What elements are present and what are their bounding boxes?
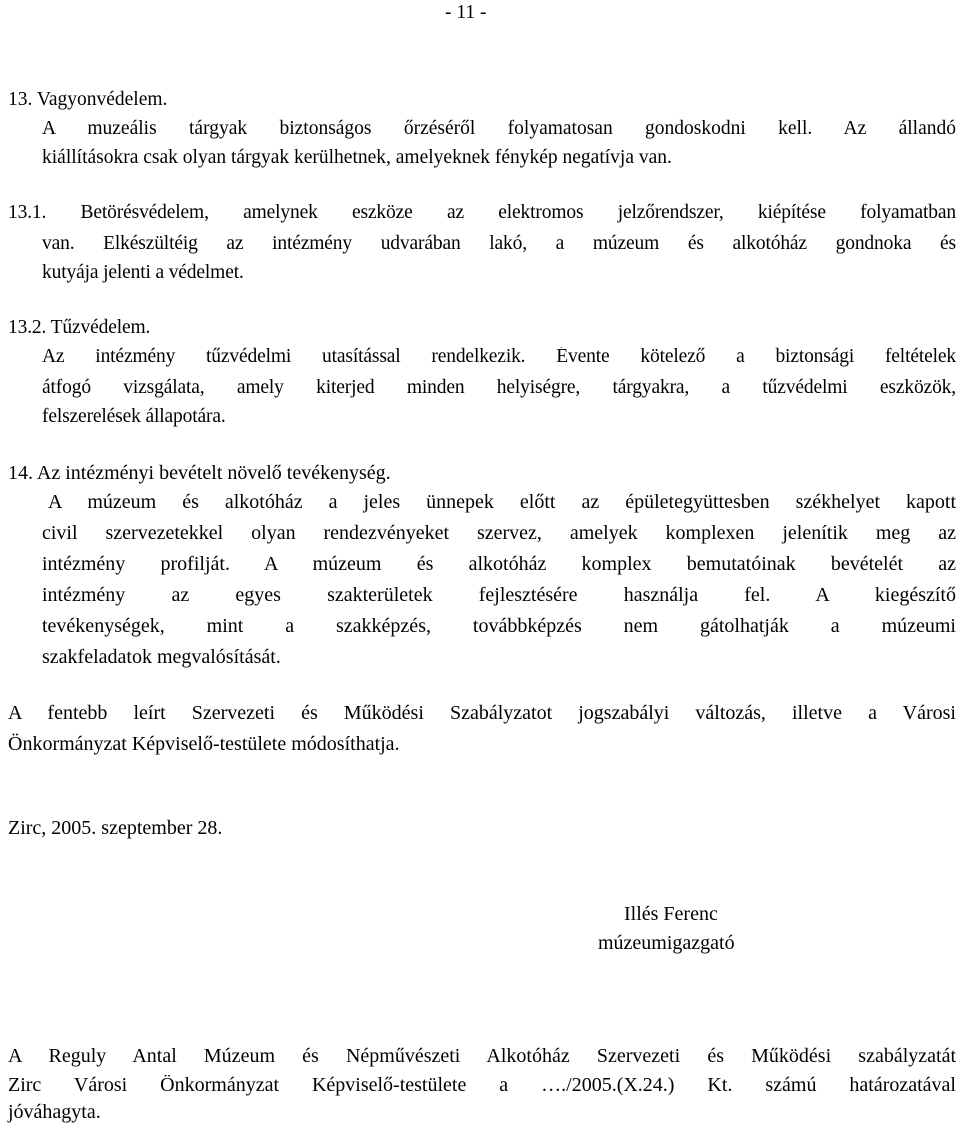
paragraph-line: Önkormányzat Képviselő-testülete módosíthatja.: [8, 733, 400, 755]
place-date: Zirc, 2005. szeptember 28.: [8, 817, 223, 839]
paragraph-line: 13.1. Betörésvédelem, amelynek eszköze az elektromos jelzőrendszer, kiépítése folyamatban: [8, 203, 956, 223]
paragraph-line: felszerelések állapotára.: [42, 406, 226, 427]
paragraph-line: civil szervezetekkel olyan rendezvényeket szervez, amelyek komplexen jelenítik meg az: [42, 523, 956, 544]
paragraph-line: A muzeális tárgyak biztonságos őrzéséről folyamatosan gondoskodni kell. Az állandó: [42, 119, 956, 139]
paragraph-line: átfogó vizsgálata, amely kiterjed minden helyiségre, tárgyakra, a tűzvédelmi eszközök,: [42, 378, 956, 398]
paragraph-line: A fentebb leírt Szervezeti és Működési Szabályzatot jogszabályi változás, illetve a Városi: [8, 703, 956, 724]
section-heading: 14. Az intézményi bevételt növelő tevékenység.: [8, 462, 391, 484]
signatory-title: múzeumigazgató: [598, 932, 735, 954]
paragraph-line: kutyája jelenti a védelmet.: [42, 262, 244, 283]
paragraph-line: intézmény az egyes szakterületek fejlesztésére használja fel. A kiegészítő: [42, 585, 956, 606]
page-number: - 11 -: [445, 2, 487, 23]
paragraph-line: van. Elkészültéig az intézmény udvarában lakó, a múzeum és alkotóház gondnoka és: [42, 234, 956, 254]
paragraph-line: tevékenységek, mint a szakképzés, továbbképzés nem gátolhatják a múzeumi: [42, 616, 956, 637]
paragraph-line: szakfeladatok megvalósítását.: [42, 646, 281, 668]
paragraph-line: A múzeum és alkotóház a jeles ünnepek előtt az épületegyüttesben székhelyet kapott: [48, 492, 956, 513]
paragraph-line: Az intézmény tűzvédelmi utasítással rendelkezik. Évente kötelező a biztonsági feltételek: [42, 347, 956, 367]
paragraph-line: intézmény profilját. A múzeum és alkotóház komplex bemutatóinak bevételét az: [42, 554, 956, 575]
paragraph-line: jóváhagyta.: [8, 1101, 101, 1123]
paragraph-line: Zirc Városi Önkormányzat Képviselő-testülete a …./2005.(X.24.) Kt. számú határozatával: [8, 1075, 956, 1096]
paragraph-line: A Reguly Antal Múzeum és Népművészeti Alkotóház Szervezeti és Működési szabályzatát: [8, 1046, 956, 1067]
signatory-name: Illés Ferenc: [624, 903, 718, 925]
section-heading: 13.2. Tűzvédelem.: [8, 317, 151, 338]
section-heading: 13. Vagyonvédelem.: [8, 89, 168, 110]
paragraph-line: kiállításokra csak olyan tárgyak kerülhetnek, amelyeknek fénykép negatívja van.: [42, 147, 672, 168]
